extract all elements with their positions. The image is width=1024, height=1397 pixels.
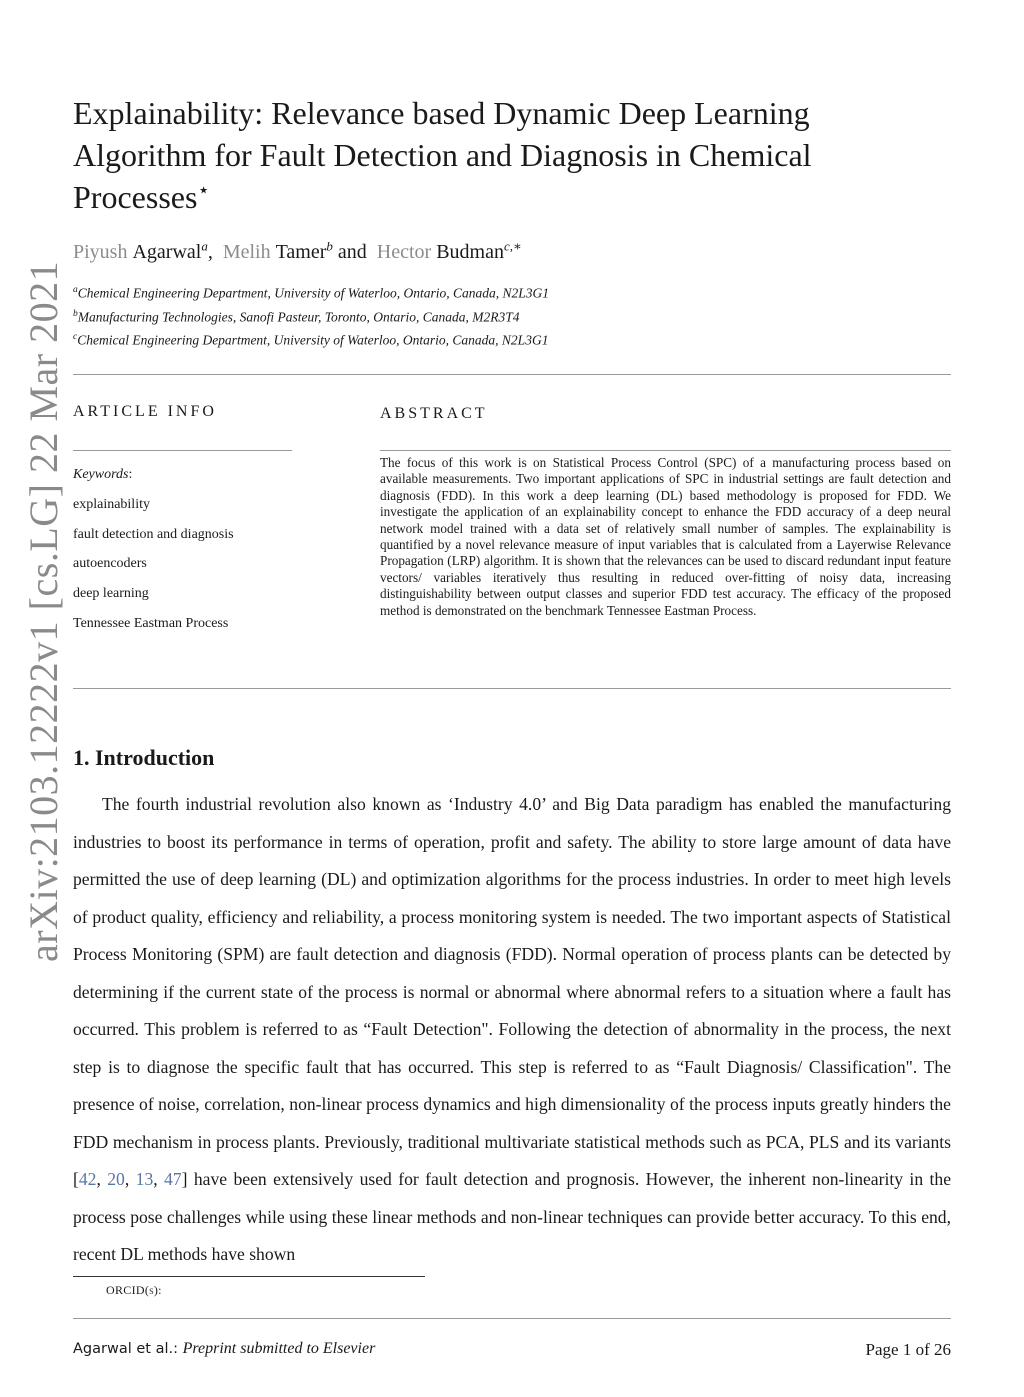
title-footnote-star: ⋆ bbox=[197, 179, 210, 202]
author-1: Piyush Agarwal$^a$, bbox=[73, 238, 213, 263]
title-line-2: Algorithm for Fault Detection and Diagnosis in Chemical bbox=[73, 137, 812, 173]
orcid-footnote: ORCID(s): bbox=[106, 1283, 162, 1297]
header-divider bbox=[73, 374, 951, 375]
keyword-item: explainability bbox=[73, 497, 150, 512]
keywords-label: Keywords: bbox=[73, 467, 133, 482]
footer-venue: Preprint submitted to Elsevier bbox=[182, 1340, 376, 1357]
title-line-1: Explainability: Relevance based Dynamic Deep Learning bbox=[73, 95, 810, 131]
footer-divider bbox=[73, 1318, 951, 1319]
footer-author: Agarwal et al. bbox=[73, 1341, 174, 1357]
author-3: Hector Budman$^{c,∗}$ bbox=[376, 238, 522, 263]
abstract-heading: ABSTRACT bbox=[380, 405, 488, 422]
author-list bbox=[73, 232, 522, 266]
introduction-heading: 1. Introduction bbox=[73, 745, 215, 770]
abstract-bottom-divider bbox=[73, 688, 951, 689]
affiliations bbox=[73, 280, 549, 351]
article-info-heading: ARTICLE INFO bbox=[73, 403, 217, 420]
keyword-item: deep learning bbox=[73, 586, 149, 602]
affiliation-a: $^a$Chemical Engineering Department, University of Waterloo, Ontario, Canada, N2L3G1 bbox=[73, 285, 549, 301]
abstract-text: The focus of this work is on Statistical Process Control (SPC) of a manufacturing process based on available measurements. Two important applications of SPC in industrial settings are fault detection and diagnosis (FDD). In this work a deep learning (DL) based methodology is proposed for FDD. We investigate the application of an explainability concept to enhance the FDD accuracy of a deep neural network model trained with a data set of relatively small number of samples. The explainability is quantified by a novel relevance measure of input variables that is calculated from a Layerwise Relevance Propagation (LRP) algorithm. It is shown that the relevances can be used to discard redundant input feature vectors/ variables iteratively thus resulting in reduced over-fitting of noisy data, increasing distinguishability between output classes and superior FDD test accuracy. The efficacy of the proposed method is demonstrated on the benchmark Tennessee Eastman Process. bbox=[380, 455, 951, 618]
citation-link[interactable]: 13 bbox=[135, 1169, 154, 1189]
title-line-3-text: Processes bbox=[73, 179, 198, 215]
keywords-list bbox=[73, 466, 234, 644]
keyword-item: fault detection and diagnosis bbox=[73, 526, 234, 542]
author-2: Melih Tamer$^b$ and bbox=[222, 238, 367, 263]
introduction-body bbox=[73, 786, 951, 1274]
abstract-divider bbox=[380, 450, 951, 451]
keyword-item: Tennessee Eastman Process bbox=[73, 615, 229, 631]
affiliation-b: $^b$Manufacturing Technologies, Sanofi Pasteur, Toronto, Ontario, Canada, M2R3T4 bbox=[73, 308, 520, 324]
running-footer: Agarwal et al.: Preprint submitted to Elsevier bbox=[73, 1340, 376, 1357]
title-line-3 bbox=[73, 176, 953, 218]
footnote-divider bbox=[73, 1276, 425, 1277]
keyword-item: autoencoders bbox=[73, 556, 147, 572]
paper-title bbox=[73, 92, 953, 218]
page-number: Page 1 of 26 bbox=[865, 1340, 951, 1359]
citation-link[interactable]: 20 bbox=[107, 1169, 125, 1189]
arxiv-identifier-stamp: arXiv:2103.12222v1 [cs.LG] 22 Mar 2021 bbox=[21, 260, 66, 962]
introduction-paragraph: The fourth industrial revolution also known as ‘Industry 4.0’ and Big Data paradigm has enabled the manufacturing industries to boost its performance in terms of operation, profit and safety. The ability to store large amount of data have permitted the use of deep learning (DL) and optimization algorithms for the process industries. In order to meet high levels of product quality, efficiency and reliability, a process monitoring system is needed. The two important aspects of Statistical Process Monitoring (SPM) are fault detection and diagnosis (FDD). Normal operation of process plants can be detected by determining if the current state of the process is normal or abnormal where abnormal refers to a situation where a fault has occurred. This problem is referred to as “Fault Detection". Following the detection of abnormality in the process, the next step is to diagnose the specific fault that has occurred. This step is referred to as “Fault Diagnosis/ Classification". The presence of noise, correlation, non-linear process dynamics and high dimensionality of the process inputs greatly hinders the FDD mechanism in process plants. Previously, traditional multivariate statistical methods such as PCA, PLS and its variants [42, 20, 13, 47] have been extensively used for fault detection and prognosis. However, the inherent non-linearity in the process pose challenges while using these linear methods and non-linear techniques can provide better accuracy. To this end, recent DL methods have shown bbox=[73, 794, 952, 1264]
article-info-divider bbox=[73, 450, 292, 451]
citation-link[interactable]: 47 bbox=[164, 1169, 182, 1189]
affiliation-c: $^c$Chemical Engineering Department, University of Waterloo, Ontario, Canada, N2L3G1 bbox=[73, 332, 549, 348]
citation-link[interactable]: 42 bbox=[78, 1169, 97, 1189]
